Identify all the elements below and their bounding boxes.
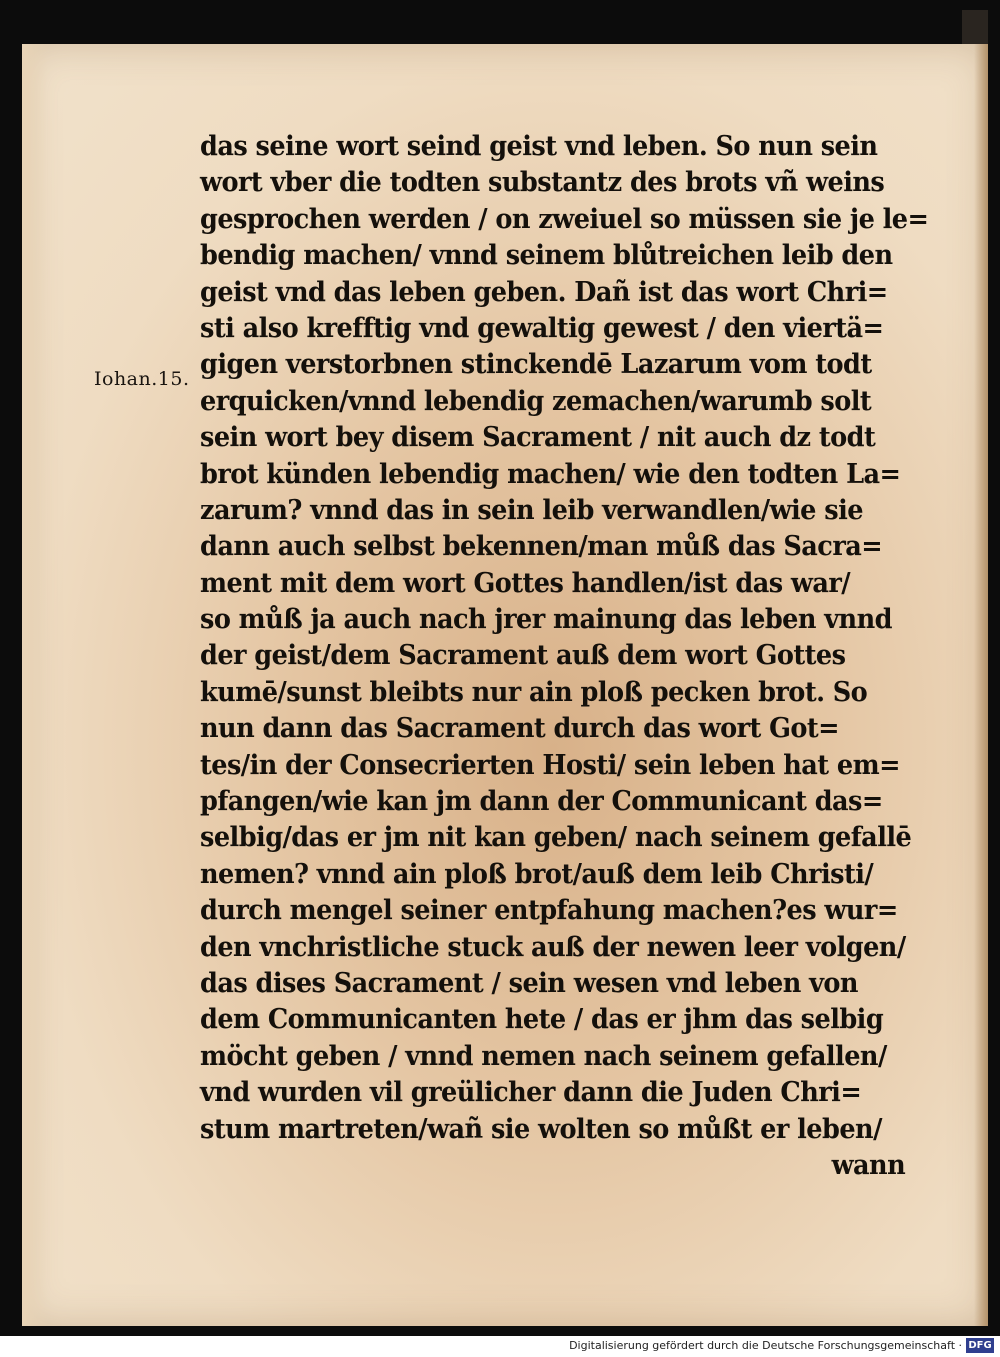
text-line-9: sein wort bey disem Sacrament / nit auch dz todt [200,421,876,454]
page-edge-left [22,44,48,1326]
text-line-20: selbig/das er jm nit kan geben/ nach seinem gefallē [200,821,912,854]
footer-bar [0,1336,1000,1357]
text-line-16: kumē/sunst bleibts nur ain ploß pecken brot. So [200,675,868,708]
text-line-4: bendig machen/ vnnd seinem blůtreichen leib den [200,239,893,272]
text-line-15: der geist/dem Sacrament auß dem wort Gottes [200,639,846,672]
text-line-25: dem Communicanten hete / das er jhm das selbig [200,1003,884,1036]
funding-credit: Digitalisierung gefördert durch die Deutsche Forschungsgemeinschaft · [569,1339,962,1352]
text-line-1: das seine wort seind geist vnd leben. So nun sein [200,130,878,162]
text-line-18: tes/in der Consecrierten Hosti/ sein leben hat em= [200,748,901,781]
text-line-24: das dises Sacrament / sein wesen vnd leben von [200,966,858,999]
text-line-17: nun dann das Sacrament durch das wort Got= [200,712,840,745]
text-line-10: brot künden lebendig machen/ wie den todten La= [200,457,901,490]
text-line-8: erquicken/vnnd lebendig zemachen/warumb solt [200,384,872,417]
page-edge-right [974,44,988,1326]
text-line-22: durch mengel seiner entpfahung machen?es wur= [200,894,898,927]
text-line-26: möcht geben / vnnd nemen nach seinem gefallen/ [200,1039,887,1072]
text-line-14: so můß ja auch nach jrer mainung das leben vnnd [200,603,892,636]
text-line-6: sti also krefftig vnd gewaltig gewest / den viertä= [200,311,884,344]
text-line-7: gigen verstorbnen stinckendē Lazarum vom todt [200,348,872,381]
text-line-23: den vnchristliche stuck auß der newen leer volgen/ [200,930,906,963]
text-line-12: dann auch selbst bekennen/man můß das Sacra= [200,530,883,563]
text-line-11: zarum? vnnd das in sein leib verwandlen/wie sie [200,493,863,526]
text-line-5: geist vnd das leben geben. Dañ ist das wort Chri= [200,275,888,308]
text-line-27: vnd wurden vil greülicher dann die Juden Chri= [200,1076,862,1109]
body-text-block [200,128,929,1183]
catchword: wann [831,1148,906,1181]
text-line-28: stum martreten/wañ sie wolten so můßt er leben/ [200,1112,882,1145]
text-line-2: wort vber die todten substantz des brots vñ weins [200,166,885,199]
text-line-19: pfangen/wie kan jm dann der Communicant das= [200,785,883,818]
text-line-21: nemen? vnnd ain ploß brot/auß dem leib Christi/ [200,857,874,890]
text-line-3: gesprochen werden / on zweiuel so müssen sie je le= [200,202,929,235]
text-line-13: ment mit dem wort Gottes handlen/ist das war/ [200,566,851,599]
marginal-note: Iohan.15. [94,368,190,390]
dfg-logo: DFG [966,1338,994,1353]
